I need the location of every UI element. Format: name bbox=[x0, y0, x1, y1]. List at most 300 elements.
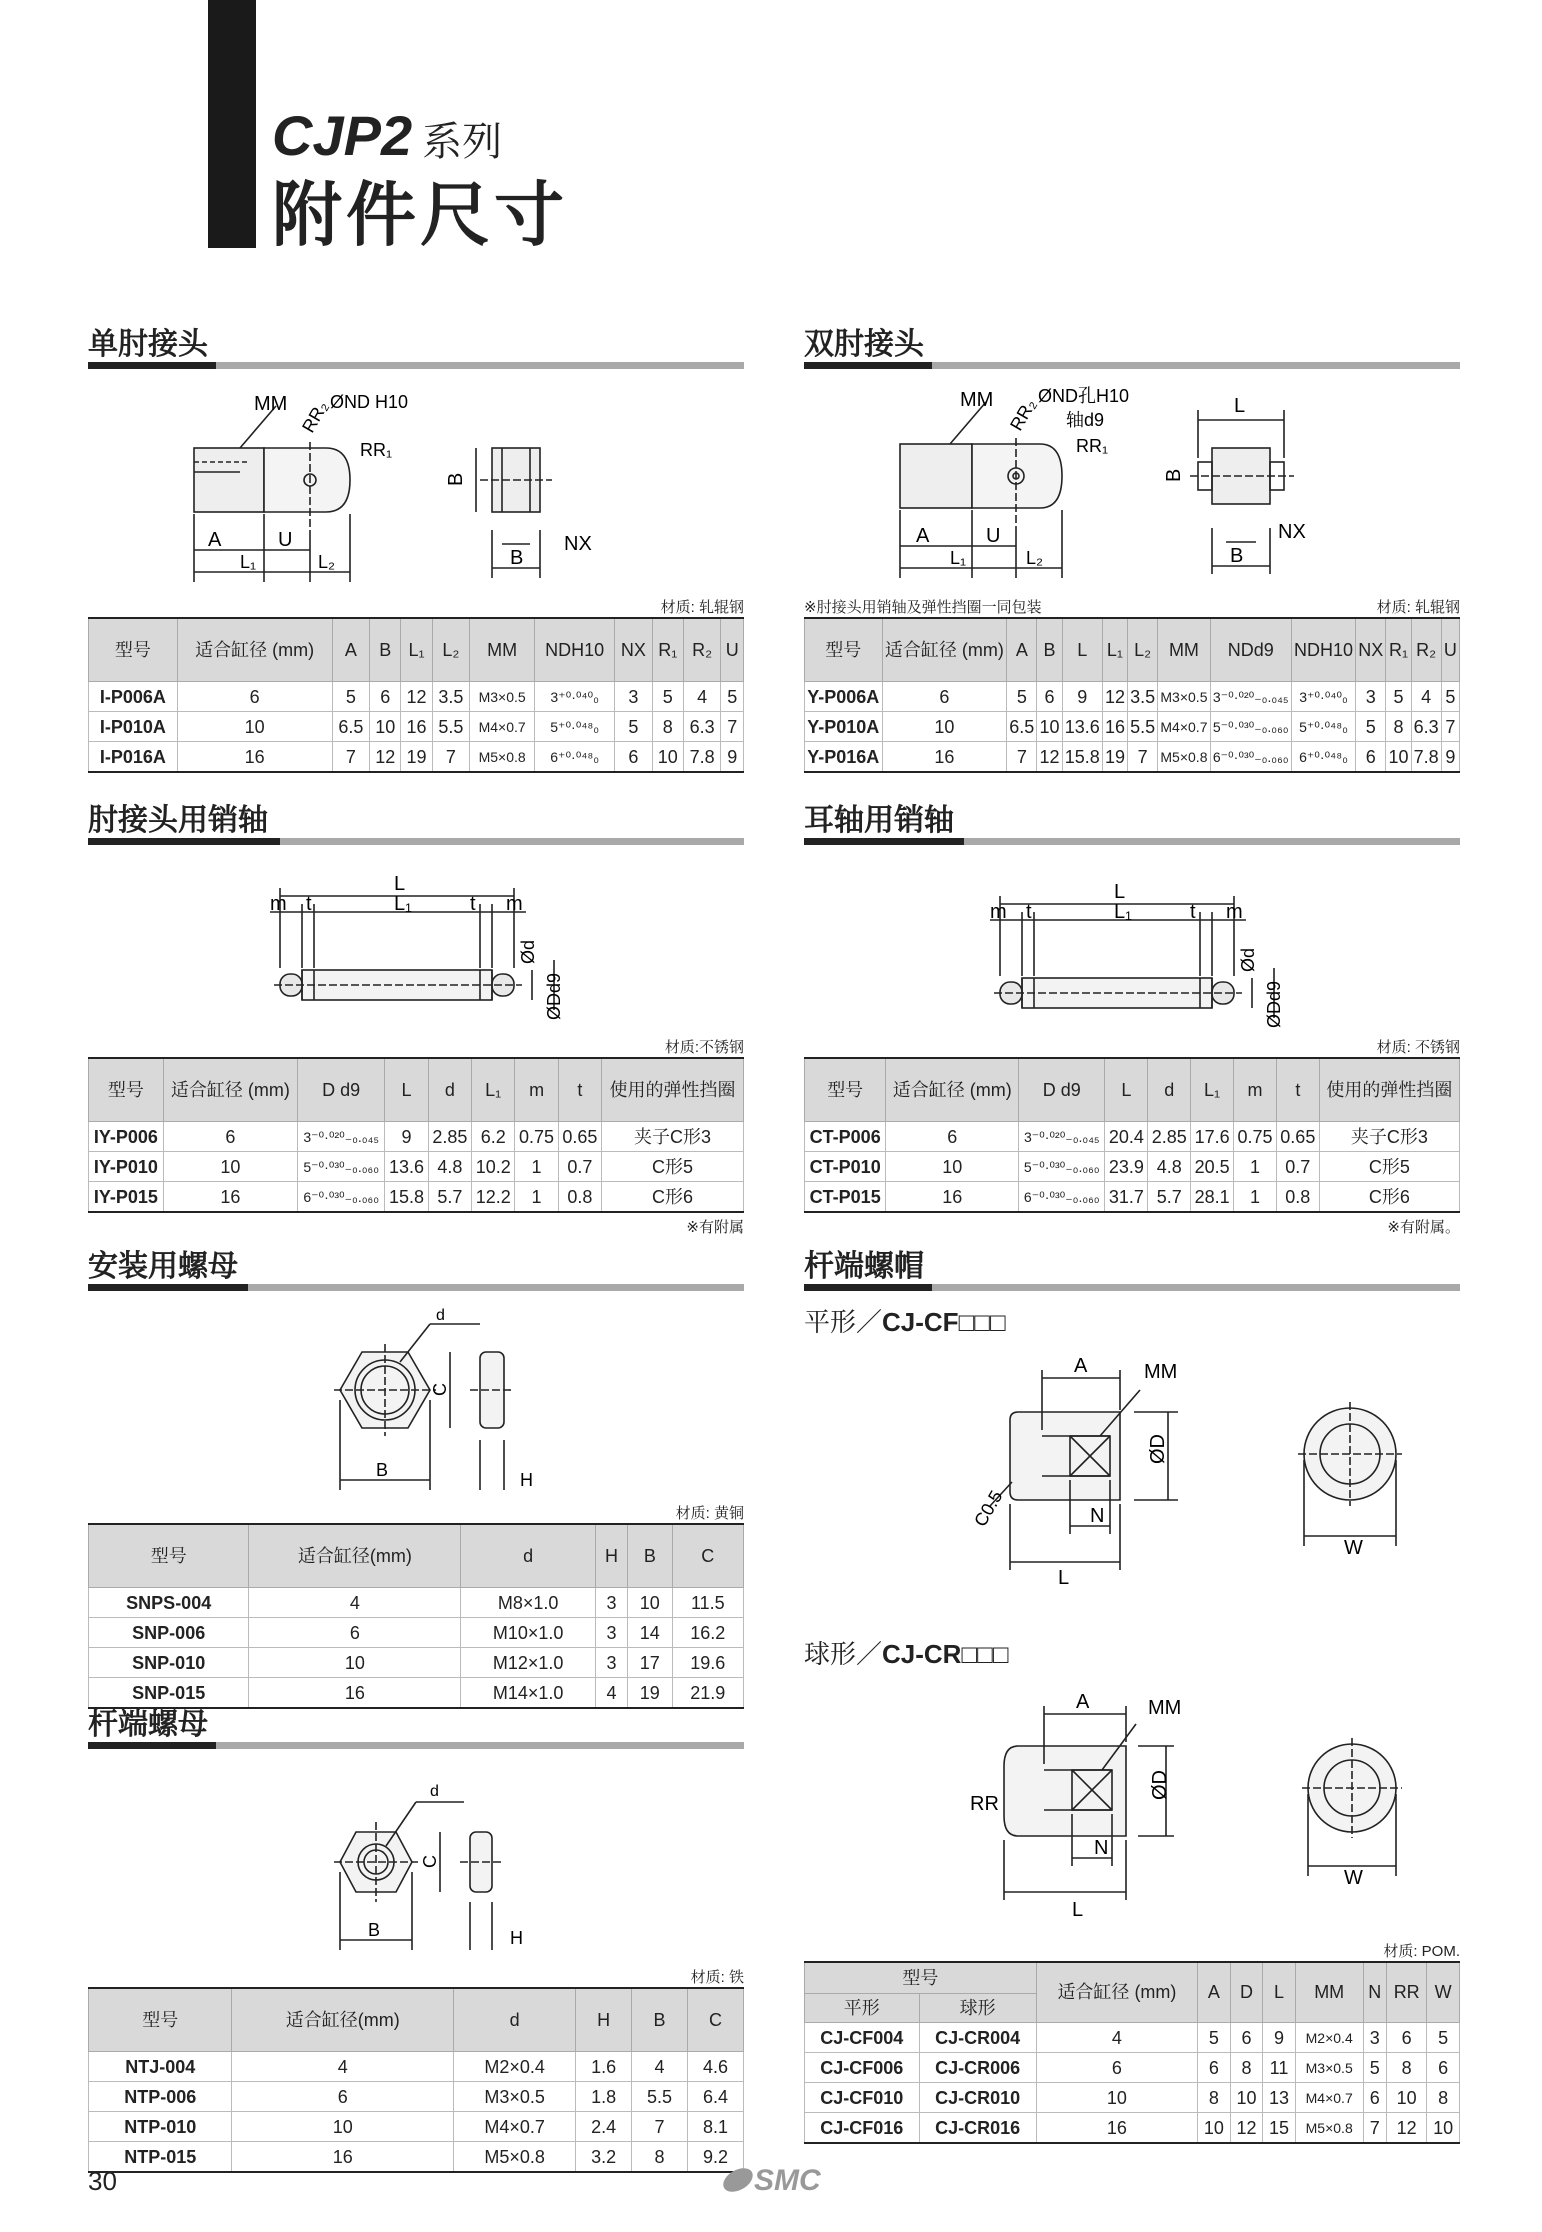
table-cell: 4.6 bbox=[688, 2052, 744, 2082]
table-cell: 4 bbox=[683, 682, 721, 712]
table-cell: CJ-CF010 bbox=[805, 2083, 920, 2113]
table-cell: CJ-CR004 bbox=[919, 2023, 1036, 2053]
column-header: 球形 bbox=[919, 1994, 1036, 2023]
table-cell: NTP-006 bbox=[89, 2082, 232, 2112]
l-label: L bbox=[1114, 881, 1126, 903]
table-cell: 10 bbox=[232, 2112, 454, 2142]
table-cell: 8 bbox=[1427, 2083, 1460, 2113]
table-cell: 4 bbox=[1411, 682, 1441, 712]
table-cell: 7 bbox=[1128, 742, 1158, 773]
table-row bbox=[89, 2112, 744, 2142]
smc-logo bbox=[720, 2162, 830, 2203]
table-cell: 19.6 bbox=[672, 1648, 743, 1678]
double-clevis-table bbox=[804, 617, 1460, 773]
column-header: R₁ bbox=[1386, 618, 1411, 682]
table-cell: Y-P016A bbox=[805, 742, 883, 773]
column-header: C bbox=[672, 1524, 743, 1588]
column-header: 适合缸径 (mm) bbox=[163, 1058, 297, 1122]
nx-label: NX bbox=[564, 533, 592, 555]
page-title: 附件尺寸 bbox=[272, 174, 568, 256]
d-label: Ød bbox=[1238, 947, 1258, 972]
table-cell: 6 bbox=[1363, 2083, 1386, 2113]
table-cell: 10 bbox=[1230, 2083, 1263, 2113]
trunnion-pin-table bbox=[804, 1057, 1460, 1213]
clevis-pin-drawing bbox=[270, 860, 600, 1028]
table-cell: 5 bbox=[1386, 682, 1411, 712]
table-cell: 13.6 bbox=[1062, 712, 1102, 742]
double-clevis-material: 材质: 轧辊钢 bbox=[1376, 599, 1460, 616]
b-label: B bbox=[445, 472, 467, 486]
column-header: L₁ bbox=[401, 618, 432, 682]
section-rule bbox=[88, 838, 744, 845]
column-header: m bbox=[1234, 1058, 1277, 1122]
table-cell: M4×0.7 bbox=[1158, 712, 1210, 742]
table-cell: M4×0.7 bbox=[454, 2112, 576, 2142]
l1-label: L₁ bbox=[394, 893, 412, 915]
table-row bbox=[805, 1152, 1460, 1182]
table-cell: 16 bbox=[232, 2142, 454, 2173]
column-header: 型号 bbox=[89, 1988, 232, 2052]
table-cell: 0.7 bbox=[558, 1152, 601, 1182]
table-cell: 12 bbox=[1387, 2113, 1427, 2144]
table-cell: 5.7 bbox=[1148, 1182, 1191, 1213]
table-cell: 5⁻⁰·⁰³⁰₋₀.₀₆₀ bbox=[1210, 712, 1291, 742]
nd-label: ØND孔H10 bbox=[1038, 386, 1130, 406]
column-header: d bbox=[454, 1988, 576, 2052]
column-header: NDH10 bbox=[535, 618, 615, 682]
table-cell: 17 bbox=[628, 1648, 673, 1678]
table-cell: 5 bbox=[721, 682, 744, 712]
table-cell: 13.6 bbox=[385, 1152, 428, 1182]
clevis-pin-table bbox=[88, 1057, 744, 1213]
table-cell: 6.4 bbox=[688, 2082, 744, 2112]
table-row bbox=[805, 2023, 1460, 2053]
section-rule bbox=[804, 838, 1460, 845]
flat-type-label: 平形／CJ-CF□□□ bbox=[804, 1307, 1006, 1338]
b-label: B bbox=[1163, 468, 1185, 482]
d-label: ØD bbox=[1147, 1434, 1169, 1464]
table-row bbox=[805, 2053, 1460, 2083]
table-cell: 6⁻⁰·⁰³⁰₋₀.₀₆₀ bbox=[1019, 1182, 1105, 1213]
nd-label: ØND H10 bbox=[330, 392, 409, 412]
table-cell: 16 bbox=[249, 1678, 461, 1709]
table-cell: 6⁺⁰·⁰⁴⁸₀ bbox=[535, 742, 615, 773]
table-cell: 8.1 bbox=[688, 2112, 744, 2142]
table-cell: 5 bbox=[332, 682, 370, 712]
table-cell: 9 bbox=[385, 1122, 428, 1152]
table-cell: 28.1 bbox=[1191, 1182, 1234, 1213]
table-cell: 0.8 bbox=[1276, 1182, 1319, 1213]
table-header-row bbox=[89, 1058, 744, 1122]
column-header: R₂ bbox=[1411, 618, 1441, 682]
single-clevis-table bbox=[88, 617, 744, 773]
column-header: A bbox=[1198, 1962, 1231, 2023]
column-header: U bbox=[721, 618, 744, 682]
section-rule bbox=[88, 1742, 744, 1749]
round-type-label: 球形／CJ-CR□□□ bbox=[804, 1639, 1009, 1670]
table-cell: 1.6 bbox=[576, 2052, 632, 2082]
table-cell: 6.2 bbox=[472, 1122, 515, 1152]
table-cell: M2×0.4 bbox=[1295, 2023, 1363, 2053]
table-row bbox=[805, 1182, 1460, 1213]
column-header: U bbox=[1441, 618, 1459, 682]
table-cell: 10 bbox=[1387, 2083, 1427, 2113]
double-clevis-title: 双肘接头 bbox=[804, 327, 924, 362]
column-header: 型号 bbox=[89, 1058, 164, 1122]
table-cell: 10 bbox=[628, 1588, 673, 1618]
table-row bbox=[89, 1152, 744, 1182]
table-cell: 9 bbox=[721, 742, 744, 773]
t-label: t bbox=[470, 893, 476, 915]
column-header: C bbox=[688, 1988, 744, 2052]
table-cell: CT-P006 bbox=[805, 1122, 886, 1152]
column-header: 适合缸径 (mm) bbox=[882, 618, 1007, 682]
table-header-row bbox=[805, 1962, 1460, 1994]
table-row bbox=[89, 1648, 744, 1678]
table-cell: IY-P006 bbox=[89, 1122, 164, 1152]
table-cell: 5 bbox=[1007, 682, 1037, 712]
column-header: L₁ bbox=[472, 1058, 515, 1122]
table-cell: C形6 bbox=[602, 1182, 744, 1213]
table-cell: 10 bbox=[163, 1152, 297, 1182]
table-cell: 16 bbox=[1102, 712, 1127, 742]
table-cell: 6 bbox=[1230, 2023, 1263, 2053]
table-cell: 2.85 bbox=[428, 1122, 471, 1152]
column-header: L₂ bbox=[432, 618, 470, 682]
table-cell: M10×1.0 bbox=[461, 1618, 596, 1648]
mounting-nut-title: 安装用螺母 bbox=[88, 1249, 238, 1284]
a-label: A bbox=[1074, 1355, 1088, 1377]
clevis-pin-material: 材质:不锈钢 bbox=[664, 1039, 744, 1056]
table-cell: SNP-006 bbox=[89, 1618, 249, 1648]
table-row bbox=[805, 2083, 1460, 2113]
table-cell: 9.2 bbox=[688, 2142, 744, 2173]
rod-end-cap-title: 杆端螺帽 bbox=[804, 1249, 924, 1284]
table-cell: 16 bbox=[886, 1182, 1019, 1213]
table-row bbox=[805, 742, 1460, 773]
table-cell: 10 bbox=[177, 712, 332, 742]
rod-end-nut-drawing bbox=[320, 1772, 560, 1952]
column-header: N bbox=[1363, 1962, 1386, 2023]
a-label: A bbox=[208, 529, 222, 551]
table-cell: NTP-015 bbox=[89, 2142, 232, 2173]
column-header: R₂ bbox=[683, 618, 721, 682]
table-cell: M2×0.4 bbox=[454, 2052, 576, 2082]
table-cell: CJ-CF004 bbox=[805, 2023, 920, 2053]
rr-label: RR bbox=[970, 1793, 999, 1815]
table-cell: I-P006A bbox=[89, 682, 178, 712]
table-cell: M3×0.5 bbox=[1158, 682, 1210, 712]
mm-label: MM bbox=[1144, 1361, 1178, 1383]
column-header: 适合缸径 (mm) bbox=[1036, 1962, 1197, 2023]
double-clevis-drawing bbox=[890, 378, 1430, 592]
table-cell: 10.2 bbox=[472, 1152, 515, 1182]
table-cell: 5.7 bbox=[428, 1182, 471, 1213]
table-cell: 20.5 bbox=[1191, 1152, 1234, 1182]
column-header: t bbox=[1276, 1058, 1319, 1122]
table-cell: 7 bbox=[721, 712, 744, 742]
c-label: C bbox=[430, 1383, 450, 1396]
table-cell: 7.8 bbox=[1411, 742, 1441, 773]
table-cell: 20.4 bbox=[1105, 1122, 1148, 1152]
table-cell: 5⁺⁰·⁰⁴⁸₀ bbox=[1291, 712, 1355, 742]
section-rule bbox=[88, 1284, 744, 1291]
table-cell: 9 bbox=[1441, 742, 1459, 773]
l-label: L bbox=[394, 873, 406, 895]
table-cell: 5 bbox=[1363, 2053, 1386, 2083]
table-cell: 6 bbox=[1427, 2053, 1460, 2083]
table-cell: 8 bbox=[652, 712, 683, 742]
table-row bbox=[89, 2082, 744, 2112]
rod-end-nut-table bbox=[88, 1987, 744, 2173]
page-number: 30 bbox=[88, 2166, 117, 2196]
column-header: RR bbox=[1387, 1962, 1427, 2023]
table-cell: 10 bbox=[249, 1648, 461, 1678]
table-cell: C形5 bbox=[602, 1152, 744, 1182]
section-rule bbox=[804, 362, 1460, 369]
column-header: A bbox=[1007, 618, 1037, 682]
table-cell: IY-P010 bbox=[89, 1152, 164, 1182]
column-header: H bbox=[595, 1524, 627, 1588]
table-cell: 3⁺⁰·⁰⁴⁰₀ bbox=[535, 682, 615, 712]
table-cell: 12 bbox=[1102, 682, 1127, 712]
table-cell: 6 bbox=[1037, 682, 1062, 712]
table-cell: 10 bbox=[1037, 712, 1062, 742]
table-cell: 16.2 bbox=[672, 1618, 743, 1648]
table-cell: CT-P010 bbox=[805, 1152, 886, 1182]
table-cell: 12 bbox=[370, 742, 401, 773]
table-cell: 5⁻⁰·⁰³⁰₋₀.₀₆₀ bbox=[1019, 1152, 1105, 1182]
table-cell: Y-P006A bbox=[805, 682, 883, 712]
table-cell: 5.5 bbox=[432, 712, 470, 742]
table-cell: 8 bbox=[1230, 2053, 1263, 2083]
table-cell: 5 bbox=[615, 712, 652, 742]
table-cell: SNPS-004 bbox=[89, 1588, 249, 1618]
table-cell: 8 bbox=[1198, 2083, 1231, 2113]
d-label: d bbox=[436, 1307, 445, 1324]
table-cell: 10 bbox=[370, 712, 401, 742]
table-cell: CT-P015 bbox=[805, 1182, 886, 1213]
single-clevis-title: 单肘接头 bbox=[88, 327, 208, 362]
table-cell: CJ-CF006 bbox=[805, 2053, 920, 2083]
table-cell: 3 bbox=[595, 1588, 627, 1618]
table-cell: 12 bbox=[1037, 742, 1062, 773]
table-cell: 3⁻⁰·⁰²⁰₋₀.₀₄₅ bbox=[297, 1122, 384, 1152]
table-cell: 3⁻⁰·⁰²⁰₋₀.₀₄₅ bbox=[1210, 682, 1291, 712]
table-cell: C形6 bbox=[1319, 1182, 1459, 1213]
table-cell: M5×0.8 bbox=[1295, 2113, 1363, 2144]
table-row bbox=[89, 712, 744, 742]
table-header-row bbox=[89, 1988, 744, 2052]
table-cell: 11.5 bbox=[672, 1588, 743, 1618]
table-cell: 2.4 bbox=[576, 2112, 632, 2142]
table-cell: 0.75 bbox=[515, 1122, 558, 1152]
table-cell: 6 bbox=[1356, 742, 1386, 773]
table-cell: 3.2 bbox=[576, 2142, 632, 2173]
column-header: 使用的弹性挡圈 bbox=[602, 1058, 744, 1122]
table-cell: 1 bbox=[1234, 1182, 1277, 1213]
table-cell: M4×0.7 bbox=[470, 712, 535, 742]
table-cell: NTP-010 bbox=[89, 2112, 232, 2142]
d-label: d bbox=[430, 1783, 439, 1800]
table-cell: NTJ-004 bbox=[89, 2052, 232, 2082]
table-row bbox=[89, 742, 744, 773]
table-cell: 15.8 bbox=[1062, 742, 1102, 773]
column-header: t bbox=[558, 1058, 601, 1122]
table-cell: M5×0.8 bbox=[454, 2142, 576, 2173]
table-cell: 6 bbox=[163, 1122, 297, 1152]
column-header: 使用的弹性挡圈 bbox=[1319, 1058, 1459, 1122]
table-cell: 15.8 bbox=[385, 1182, 428, 1213]
flat-cap-drawing bbox=[950, 1350, 1450, 1590]
table-cell: 5⁺⁰·⁰⁴⁸₀ bbox=[535, 712, 615, 742]
column-header: 型号 bbox=[89, 1524, 249, 1588]
column-header: 型号 bbox=[805, 1058, 886, 1122]
column-header: W bbox=[1427, 1962, 1460, 2023]
mounting-nut-table bbox=[88, 1523, 744, 1709]
table-cell: 4 bbox=[1036, 2023, 1197, 2053]
a-label: A bbox=[1076, 1691, 1090, 1713]
rod-end-cap-material: 材质: POM. bbox=[1383, 1943, 1460, 1960]
table-cell: 10 bbox=[1386, 742, 1411, 773]
column-header: L₁ bbox=[1102, 618, 1127, 682]
table-cell: M4×0.7 bbox=[1295, 2083, 1363, 2113]
column-header: NX bbox=[615, 618, 652, 682]
double-clevis-note: ※肘接头用销轴及弹性挡圈一同包装 bbox=[804, 599, 1042, 616]
l1-label: L₁ bbox=[240, 552, 257, 572]
b2-label: B bbox=[1230, 545, 1244, 567]
column-header: B bbox=[632, 1988, 688, 2052]
table-cell: 10 bbox=[882, 712, 1007, 742]
table-cell: CJ-CR006 bbox=[919, 2053, 1036, 2083]
mounting-nut-drawing bbox=[320, 1300, 560, 1500]
table-cell: 5 bbox=[1441, 682, 1459, 712]
table-cell: 15 bbox=[1263, 2113, 1296, 2144]
column-header: L bbox=[1105, 1058, 1148, 1122]
column-header: D bbox=[1230, 1962, 1263, 2023]
table-cell: 7 bbox=[1363, 2113, 1386, 2144]
table-cell: 夹子C形3 bbox=[1319, 1122, 1459, 1152]
table-cell: M14×1.0 bbox=[461, 1678, 596, 1709]
table-cell: 6 bbox=[1198, 2053, 1231, 2083]
h-label: H bbox=[520, 1470, 533, 1490]
single-clevis-material: 材质: 轧辊钢 bbox=[660, 599, 744, 616]
table-header-row bbox=[89, 618, 744, 682]
table-cell: 0.75 bbox=[1234, 1122, 1277, 1152]
single-clevis-drawing bbox=[180, 382, 700, 592]
table-cell: 4 bbox=[232, 2052, 454, 2082]
column-header: H bbox=[576, 1988, 632, 2052]
table-cell: I-P016A bbox=[89, 742, 178, 773]
table-cell: 6 bbox=[882, 682, 1007, 712]
table-cell: 7 bbox=[432, 742, 470, 773]
trunnion-pin-drawing bbox=[990, 868, 1320, 1036]
table-cell: M3×0.5 bbox=[1295, 2053, 1363, 2083]
table-cell: 6 bbox=[886, 1122, 1019, 1152]
n-label: N bbox=[1094, 1837, 1109, 1859]
table-cell: 13 bbox=[1263, 2083, 1296, 2113]
table-cell: 8 bbox=[1386, 712, 1411, 742]
w-label: W bbox=[1344, 1537, 1363, 1559]
column-header: 平形 bbox=[805, 1994, 920, 2023]
table-cell: 6.5 bbox=[1007, 712, 1037, 742]
table-cell: 1 bbox=[515, 1152, 558, 1182]
table-row bbox=[89, 2142, 744, 2173]
table-cell: 5.5 bbox=[1128, 712, 1158, 742]
column-header: MM bbox=[470, 618, 535, 682]
l-label: L bbox=[1058, 1567, 1070, 1589]
table-cell: 12 bbox=[401, 682, 432, 712]
table-row bbox=[805, 1122, 1460, 1152]
table-row bbox=[89, 1618, 744, 1648]
rod-end-cap-table bbox=[804, 1961, 1460, 2144]
table-cell: 7 bbox=[1007, 742, 1037, 773]
table-cell: 6.3 bbox=[683, 712, 721, 742]
rod-end-nut-material: 材质: 铁 bbox=[690, 1969, 744, 1986]
l2-label: L₂ bbox=[1026, 548, 1043, 568]
table-cell: M5×0.8 bbox=[470, 742, 535, 773]
l2-label: L₂ bbox=[318, 552, 335, 572]
table-cell: 19 bbox=[628, 1678, 673, 1709]
table-cell: 4.8 bbox=[428, 1152, 471, 1182]
table-cell: 1.8 bbox=[576, 2082, 632, 2112]
table-cell: 4 bbox=[595, 1678, 627, 1709]
table-cell: 3 bbox=[595, 1648, 627, 1678]
column-header: d bbox=[1148, 1058, 1191, 1122]
column-header: 适合缸径 (mm) bbox=[177, 618, 332, 682]
column-header: B bbox=[370, 618, 401, 682]
round-cap-drawing bbox=[960, 1690, 1450, 1930]
table-cell: 3 bbox=[595, 1618, 627, 1648]
table-cell: 17.6 bbox=[1191, 1122, 1234, 1152]
table-row bbox=[805, 2113, 1460, 2144]
column-header: B bbox=[628, 1524, 673, 1588]
table-cell: 10 bbox=[1198, 2113, 1231, 2144]
table-cell: 5 bbox=[1427, 2023, 1460, 2053]
table-cell: 5 bbox=[1198, 2023, 1231, 2053]
table-cell: 6 bbox=[1036, 2053, 1197, 2083]
table-cell: 10 bbox=[1036, 2083, 1197, 2113]
dd9-label: ØDd9 bbox=[544, 972, 564, 1020]
table-cell: 12 bbox=[1230, 2113, 1263, 2144]
table-cell: 4 bbox=[249, 1588, 461, 1618]
table-cell: 16 bbox=[882, 742, 1007, 773]
table-header-row bbox=[805, 618, 1460, 682]
table-cell: 9 bbox=[1062, 682, 1102, 712]
mounting-nut-material: 材质: 黄铜 bbox=[675, 1505, 744, 1522]
table-cell: 0.65 bbox=[558, 1122, 601, 1152]
trunnion-pin-note: ※有附属。 bbox=[1387, 1219, 1460, 1236]
table-cell: 9 bbox=[1263, 2023, 1296, 2053]
u-label: U bbox=[986, 525, 1001, 547]
column-header: L₂ bbox=[1128, 618, 1158, 682]
column-header: R₁ bbox=[652, 618, 683, 682]
m-label: m bbox=[990, 901, 1007, 923]
table-cell: 1 bbox=[515, 1182, 558, 1213]
table-cell: 16 bbox=[401, 712, 432, 742]
table-cell: CJ-CR010 bbox=[919, 2083, 1036, 2113]
l1-label: L₁ bbox=[950, 548, 967, 568]
m-label: m bbox=[506, 893, 523, 915]
column-header: MM bbox=[1295, 1962, 1363, 2023]
column-header: NX bbox=[1356, 618, 1386, 682]
rr1-label: RR₁ bbox=[1076, 436, 1109, 456]
table-cell: 19 bbox=[401, 742, 432, 773]
header-bar bbox=[208, 0, 256, 248]
w-label: W bbox=[1344, 1867, 1363, 1889]
table-cell: 4.8 bbox=[1148, 1152, 1191, 1182]
table-cell: 21.9 bbox=[672, 1678, 743, 1709]
